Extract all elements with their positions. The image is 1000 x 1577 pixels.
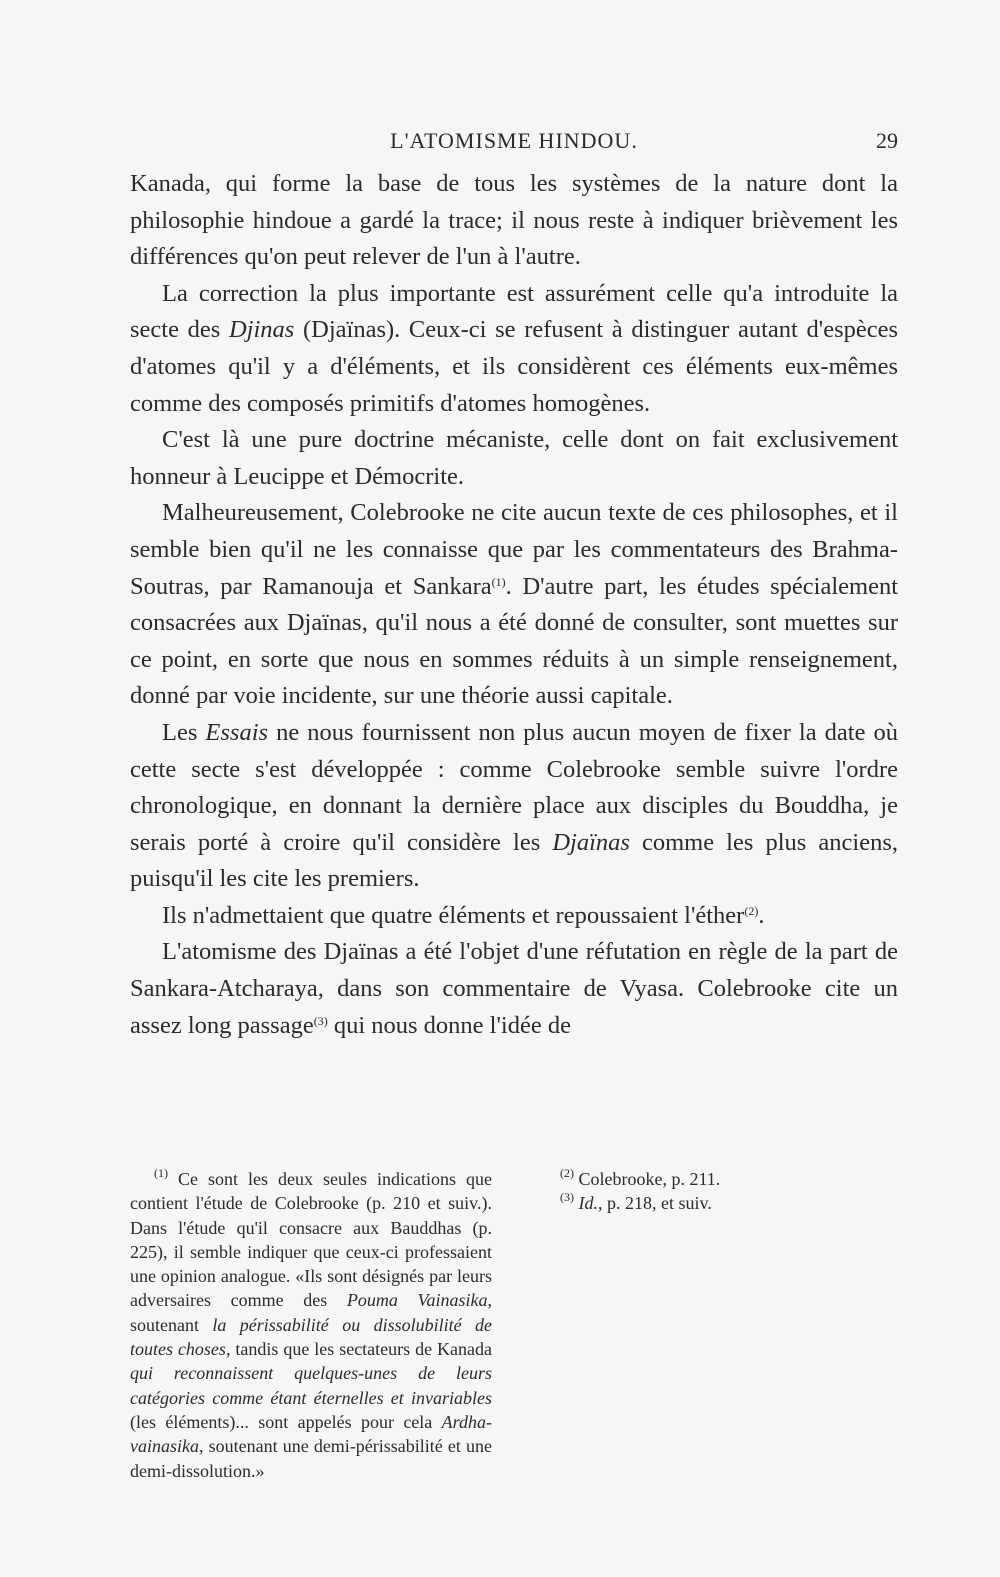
footnote-3	[536, 1191, 898, 1215]
paragraph-3	[130, 422, 898, 495]
footnotes-left-column	[130, 1167, 492, 1483]
paragraph-2-text-a: La correction la plus importante est assurément celle qu'a introduite la secte des	[130, 279, 898, 344]
page-header	[130, 128, 898, 162]
footnote-1-italic-3: qui reconnaissent quelques-unes de leurs catégories comme étant éternelles et invariables	[130, 1363, 492, 1408]
footnote-1-italic-1: Pouma Vainasika	[346, 1290, 488, 1311]
paragraph-6-text-b: .	[758, 901, 765, 929]
footnote-3-mark: (3)	[560, 1190, 574, 1205]
footnote-ref-3[interactable]: (3)	[313, 1013, 328, 1028]
page-number: 29	[876, 128, 898, 153]
paragraph-6-text-a: Ils n'admettaient que quatre éléments et repoussaient l'éther	[162, 901, 745, 929]
footnote-1-italic-2: la périssabilité ou dissolubilité de toutes choses	[130, 1314, 492, 1360]
footnote-1	[130, 1167, 492, 1483]
paragraph-5	[130, 715, 898, 898]
paragraph-2-italic: Djinas	[228, 316, 295, 344]
paragraph-3-text: C'est là une pure doctrine mécaniste, celle dont on fait exclusivement honneur à Leucippe et Démocrite.	[130, 426, 898, 490]
footnote-3-text: , p. 218, et suiv.	[598, 1193, 712, 1214]
paragraph-4-text-a: Malheureusement, Colebrooke ne cite aucun texte de ces philosophes, et il semble bien qu'il ne les connaisse que par les commentateurs des Brahma-Soutras, par Ramanouja et Sankara	[130, 499, 898, 600]
paragraph-2-text-b: (Djaïnas). Ceux-ci se refusent à distinguer autant d'espèces d'atomes qu'il y a d'éléments, et ils considèrent ces éléments eux-mêmes comme des composés primitifs d'atomes homogènes.	[130, 316, 899, 417]
paragraph-5-text-c: comme les plus anciens, puisqu'il les cite les premiers.	[130, 828, 898, 893]
footnote-1-text-a: Ce sont les deux seules indications que contient l'étude de Colebrooke (p. 210 et suiv.). Dans l'étude qu'il consacre aux Bauddhas (p. 225), il semble indiquer que ceux-ci professaient une opinion analogue. «Ils sont désignés par leurs adversaires comme des	[130, 1169, 492, 1311]
paragraph-2	[130, 276, 898, 422]
paragraph-5-italic-essais: Essais	[205, 718, 269, 746]
footnote-2-mark: (2)	[560, 1166, 574, 1180]
footnote-ref-1[interactable]: (1)	[491, 574, 506, 589]
paragraph-4	[130, 495, 898, 715]
footnote-ref-2[interactable]: (2)	[744, 903, 759, 918]
paragraph-6	[130, 898, 898, 935]
main-text	[130, 166, 898, 1044]
paragraph-5-text-b: ne nous fournissent non plus aucun moyen de fixer la date où cette secte s'est développée : comme Colebrooke semble suivre l'ordre chronologique, en donnant la dernière place aux disciples du Bouddha, je serais porté à croire qu'il considère les	[130, 718, 898, 856]
paragraph-7-text-b: qui nous donne l'idée de	[327, 1011, 571, 1039]
footnotes	[130, 1167, 898, 1483]
paragraph-4-text-b: . D'autre part, les études spécialement consacrées aux Djaïnas, qu'il nous a été donné de consulter, sont muettes sur ce point, en sorte que nous en sommes réduits à un simple renseignement, donné par voie incidente, sur une théorie aussi capitale.	[130, 572, 899, 710]
running-title: L'ATOMISME HINDOU.	[390, 128, 638, 153]
footnote-3-italic: Id.	[578, 1193, 598, 1214]
paragraph-1	[130, 166, 898, 276]
paragraph-5-italic-djainas: Djaïnas	[552, 828, 630, 856]
paragraph-7-text-a: L'atomisme des Djaïnas a été l'objet d'une réfutation en règle de la part de Sankara-Atcharaya, dans son commentaire de Vyasa. Colebrooke cite un assez long passage	[130, 938, 898, 1039]
footnote-1-text-e: , soutenant une demi-périssabilité et une demi-dissolution.»	[130, 1436, 492, 1481]
footnotes-right-column	[536, 1167, 898, 1483]
footnote-1-italic-4: Ardha-vainasika	[130, 1411, 492, 1457]
footnote-1-text-d: (les éléments)... sont appelés pour cela	[130, 1411, 442, 1432]
footnote-1-text-c: , tandis que les sectateurs de Kanada	[225, 1339, 493, 1360]
footnote-1-mark: (1)	[154, 1166, 168, 1180]
paragraph-7	[130, 934, 898, 1044]
footnote-2	[536, 1167, 898, 1191]
footnote-2-text: Colebrooke, p. 211.	[574, 1169, 721, 1189]
footnote-1-text-b: , soutenant	[130, 1290, 492, 1335]
paragraph-1-text: Kanada, qui forme la base de tous les systèmes de la nature dont la philosophie hindoue a gardé la trace; il nous reste à indiquer brièvement les différences qu'on peut relever de l'un à l'autre.	[130, 170, 898, 271]
paragraph-5-text-a: Les	[162, 718, 206, 746]
